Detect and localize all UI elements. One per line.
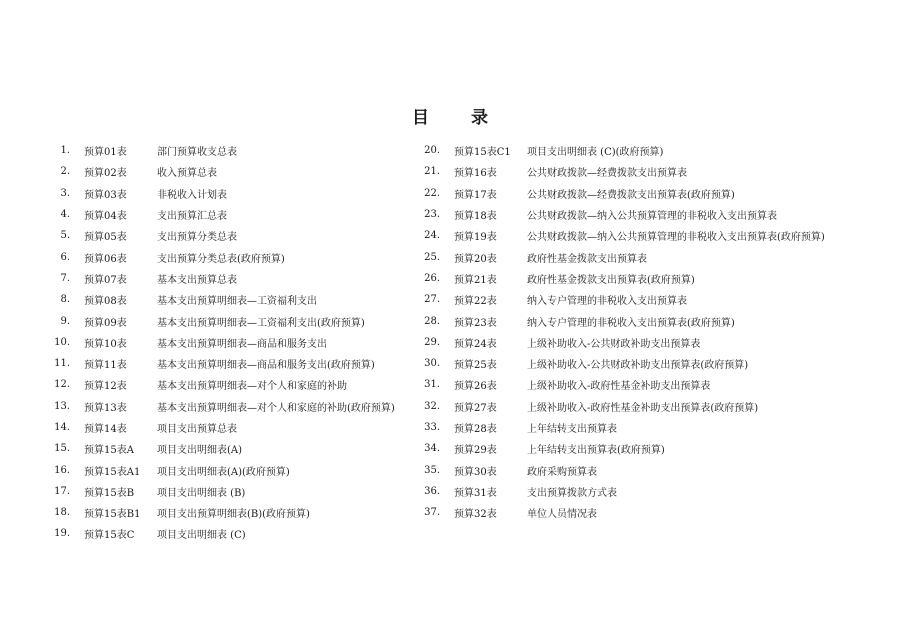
- toc-entry-number: 23.: [424, 209, 440, 221]
- toc-entry-code: 预算15表B1: [84, 509, 141, 521]
- toc-entry-code: 预算31表: [454, 487, 497, 499]
- toc-entry-code: 预算01表: [84, 147, 127, 159]
- toc-entry-code: 预算19表: [454, 232, 497, 244]
- toc-entry: [40, 204, 395, 225]
- toc-entry-code: 预算22表: [454, 296, 497, 308]
- toc-entry-title: 公共财政拨款—经费拨款支出预算表(政府预算): [527, 189, 735, 201]
- toc-entry: [410, 268, 825, 289]
- toc-entry-number: 26.: [424, 272, 440, 284]
- toc-entry-title: 上级补助收入-政府性基金补助支出预算表(政府预算): [527, 402, 759, 414]
- toc-entry: [40, 523, 395, 544]
- toc-entry-title: 非税收入计划表: [157, 189, 227, 201]
- toc-entry-title: 基本支出预算明细表—工资福利支出: [157, 296, 317, 308]
- toc-entry-title: 基本支出预算总表: [157, 274, 237, 286]
- toc-entry-code: 预算11表: [84, 360, 127, 372]
- toc-entry-code: 预算18表: [454, 211, 497, 223]
- toc-entry-code: 预算07表: [84, 274, 127, 286]
- toc-entry-number: 14.: [54, 422, 70, 433]
- toc-entry-number: 8.: [60, 294, 70, 306]
- toc-entry-title: 项目支出明细表 (C)(政府预算): [527, 147, 664, 159]
- toc-entry: [410, 417, 825, 438]
- toc-entry-title: 基本支出预算明细表—对个人和家庭的补助(政府预算): [157, 402, 395, 414]
- toc-entry-title: 政府性基金拨款支出预算表: [527, 253, 647, 265]
- toc-column-left: [40, 140, 395, 545]
- toc-entry: [40, 268, 395, 289]
- toc-entry: [410, 481, 825, 502]
- toc-entry: [40, 374, 395, 395]
- toc-entry-number: 9.: [60, 315, 70, 327]
- toc-entry-code: 预算12表: [84, 381, 127, 393]
- toc-entry-title: 部门预算收支总表: [157, 147, 237, 159]
- toc-entry-code: 预算06表: [84, 253, 127, 265]
- toc-entry-title: 基本支出预算明细表—商品和服务支出(政府预算): [157, 360, 375, 372]
- toc-entry-number: 1.: [60, 145, 70, 157]
- toc-entry-title: 政府性基金拨款支出预算表(政府预算): [527, 274, 695, 286]
- toc-entry: [410, 310, 825, 331]
- toc-entry: [40, 481, 395, 502]
- toc-entry-code: 预算15表C1: [454, 147, 511, 159]
- toc-entry-title: 项目支出明细表(A)(政府预算): [157, 466, 290, 478]
- toc-entry: [410, 161, 825, 182]
- toc-entry: [410, 353, 825, 374]
- toc-entry-number: 22.: [424, 187, 440, 199]
- toc-entry: [40, 225, 395, 246]
- toc-entry-title: 单位人员情况表: [527, 509, 597, 521]
- toc-entry-title: 项目支出预算明细表(B)(政府预算): [157, 509, 310, 521]
- toc-entry-title: 公共财政拨款—纳入公共预算管理的非税收入支出预算表: [527, 211, 777, 223]
- toc-entry: [40, 353, 395, 374]
- toc-entry-number: 10.: [54, 336, 70, 348]
- toc-entry-number: 16.: [54, 464, 70, 476]
- toc-entry-number: 32.: [424, 400, 440, 412]
- toc-entry-number: 19.: [54, 528, 70, 540]
- toc-entry: [40, 289, 395, 310]
- toc-entry: [40, 161, 395, 182]
- toc-entry-title: 支出预算汇总表: [157, 211, 227, 223]
- toc-entry-number: 27.: [424, 294, 440, 306]
- toc-entry-number: 28.: [424, 315, 440, 327]
- toc-entry-title: 支出预算分类总表: [157, 232, 237, 244]
- toc-entry-title: 公共财政拨款—纳入公共预算管理的非税收入支出预算表(政府预算): [527, 232, 825, 244]
- toc-entry-number: 4.: [60, 209, 70, 221]
- toc-entry-title: 项目支出明细表 (C): [157, 530, 246, 542]
- toc-entry-number: 11.: [54, 358, 70, 370]
- toc-entry-title: 项目支出明细表(A): [157, 445, 243, 457]
- toc-entry: [40, 396, 395, 417]
- toc-entry-code: 预算15表A1: [84, 466, 141, 478]
- toc-entry: [40, 140, 395, 161]
- toc-entry: [40, 502, 395, 523]
- toc-entry-code: 预算28表: [454, 424, 497, 435]
- toc-entry-number: 2.: [60, 166, 70, 178]
- toc-entry-number: 13.: [54, 400, 70, 412]
- toc-entry-code: 预算13表: [84, 402, 127, 414]
- toc-entry-number: 34.: [424, 443, 440, 455]
- toc-column-right: [410, 140, 825, 523]
- toc-entry-number: 24.: [424, 230, 440, 242]
- toc-entry-number: 20.: [424, 145, 440, 157]
- toc-entry-title: 支出预算分类总表(政府预算): [157, 253, 285, 265]
- toc-entry-title: 支出预算拨款方式表: [527, 487, 617, 499]
- toc-entry: [410, 246, 825, 267]
- toc-entry-number: 36.: [424, 485, 440, 497]
- toc-entry-code: 预算15表B: [84, 487, 135, 499]
- toc-entry-number: 21.: [424, 166, 440, 178]
- toc-entry-title: 上级补助收入-公共财政补助支出预算表: [527, 338, 701, 350]
- toc-entry-title: 收入预算总表: [157, 168, 217, 180]
- toc-entry-code: 预算14表: [84, 424, 127, 435]
- toc-entry: [40, 310, 395, 331]
- toc-entry-number: 30.: [424, 358, 440, 370]
- toc-entry-number: 37.: [424, 507, 440, 519]
- page-title: 目 录: [412, 108, 506, 128]
- toc-entry: [40, 417, 395, 438]
- toc-entry-number: 29.: [424, 336, 440, 348]
- toc-entry-code: 预算25表: [454, 360, 497, 372]
- toc-entry-title: 基本支出预算明细表—对个人和家庭的补助: [157, 381, 347, 393]
- toc-entry-number: 33.: [424, 422, 440, 433]
- toc-entry-number: 15.: [54, 443, 70, 455]
- toc-entry: [410, 374, 825, 395]
- toc-entry-code: 预算10表: [84, 338, 127, 350]
- toc-entry-code: 预算15表C: [84, 530, 135, 542]
- toc-entry-code: 预算09表: [84, 317, 127, 329]
- toc-entry-number: 35.: [424, 464, 440, 476]
- toc-entry-code: 预算04表: [84, 211, 127, 223]
- toc-entry-code: 预算23表: [454, 317, 497, 329]
- toc-entry-title: 纳入专户管理的非税收入支出预算表: [527, 296, 687, 308]
- toc-entry: [410, 183, 825, 204]
- toc-entry: [410, 289, 825, 310]
- toc-entry-number: 3.: [60, 187, 70, 199]
- toc-entry-title: 纳入专户管理的非税收入支出预算表(政府预算): [527, 317, 735, 329]
- toc-entry-title: 上级补助收入-政府性基金补助支出预算表: [527, 381, 711, 393]
- toc-entry: [410, 225, 825, 246]
- toc-entry-code: 预算16表: [454, 168, 497, 180]
- toc-entry-code: 预算30表: [454, 466, 497, 478]
- toc-entry-code: 预算03表: [84, 189, 127, 201]
- toc-entry-title: 公共财政拨款—经费拨款支出预算表: [527, 168, 687, 180]
- toc-entry-number: 18.: [54, 507, 70, 519]
- toc-entry: [40, 183, 395, 204]
- toc-entry: [40, 438, 395, 459]
- toc-entry-code: 预算32表: [454, 509, 497, 521]
- toc-entry-title: 上年结转支出预算表: [527, 424, 617, 435]
- toc-entry: [410, 204, 825, 225]
- toc-entry: [410, 140, 825, 161]
- toc-entry-number: 7.: [60, 272, 70, 284]
- toc-entry-code: 预算05表: [84, 232, 127, 244]
- toc-entry: [40, 459, 395, 480]
- toc-entry-code: 预算20表: [454, 253, 497, 265]
- toc-entry: [40, 246, 395, 267]
- toc-entry-number: 6.: [60, 251, 70, 263]
- toc-entry-number: 17.: [54, 485, 70, 497]
- toc-entry-code: 预算27表: [454, 402, 497, 414]
- toc-entry-title: 政府采购预算表: [527, 466, 597, 478]
- toc-entry-title: 项目支出预算总表: [157, 424, 237, 435]
- toc-entry-code: 预算08表: [84, 296, 127, 308]
- toc-entry-title: 项目支出明细表 (B): [157, 487, 246, 499]
- toc-entry: [40, 332, 395, 353]
- toc-entry: [410, 438, 825, 459]
- toc-entry-code: 预算24表: [454, 338, 497, 350]
- toc-entry-code: 预算29表: [454, 445, 497, 457]
- toc-entry-title: 上级补助收入-公共财政补助支出预算表(政府预算): [527, 360, 749, 372]
- toc-entry: [410, 332, 825, 353]
- toc-entry-title: 上年结转支出预算表(政府预算): [527, 445, 665, 457]
- toc-entry: [410, 396, 825, 417]
- toc-entry-code: 预算17表: [454, 189, 497, 201]
- toc-entry-number: 5.: [60, 230, 70, 242]
- toc-entry-code: 预算02表: [84, 168, 127, 180]
- toc-entry-number: 31.: [424, 379, 440, 391]
- toc-entry-title: 基本支出预算明细表—商品和服务支出: [157, 338, 327, 350]
- toc-entry: [410, 459, 825, 480]
- toc-entry-code: 预算15表A: [84, 445, 134, 457]
- toc-entry-code: 预算26表: [454, 381, 497, 393]
- toc-entry: [410, 502, 825, 523]
- toc-entry-code: 预算21表: [454, 274, 497, 286]
- toc-entry-title: 基本支出预算明细表—工资福利支出(政府预算): [157, 317, 365, 329]
- toc-entry-number: 25.: [424, 251, 440, 263]
- toc-entry-number: 12.: [54, 379, 70, 391]
